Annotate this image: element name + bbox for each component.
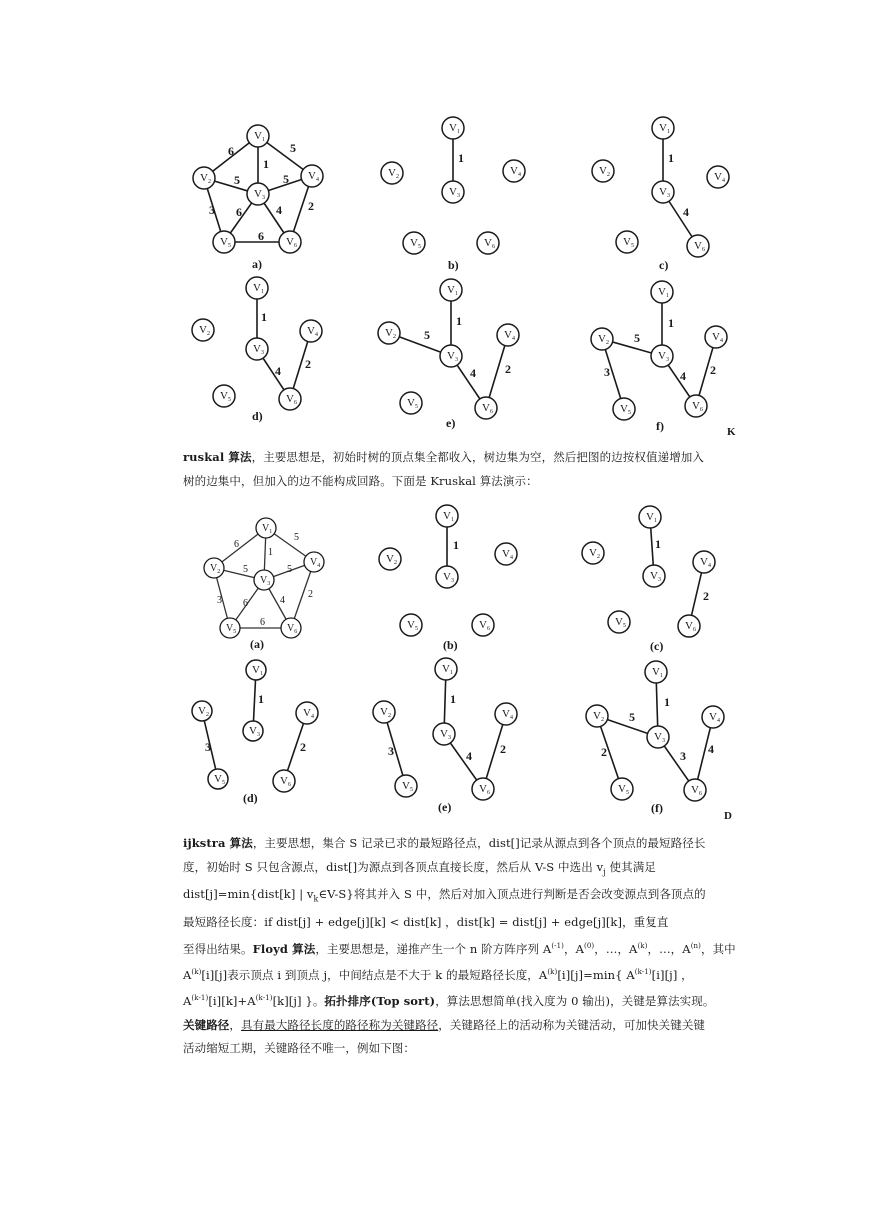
edge-weight: 3 (217, 595, 222, 606)
panel-caption: b) (448, 258, 459, 272)
edge-weight: 6 (258, 229, 264, 243)
vertex-label: V2 (200, 172, 211, 185)
dijkstra-heading: ijkstra 算法 (183, 836, 253, 850)
edge-weight: 6 (236, 205, 242, 219)
vertex-label: V5 (220, 390, 231, 403)
vertex-label: V1 (646, 511, 657, 524)
vertex-label: V6 (479, 783, 490, 796)
panel-caption: a) (252, 257, 262, 271)
vertex-label: V1 (252, 664, 263, 677)
vertex-label: V4 (303, 707, 314, 720)
line-6d: [i][j] ， (651, 967, 693, 982)
edge-weight: 2 (308, 199, 314, 213)
sup-9: (k-1) (255, 994, 273, 1003)
edge-weight: 2 (300, 740, 306, 754)
vertex-label: V5 (618, 783, 629, 796)
vertex-label: V6 (280, 775, 291, 788)
line-7a: A (183, 994, 192, 1009)
vertex-label: V4 (712, 331, 723, 344)
edge-weight: 1 (668, 316, 674, 330)
sup-4: (n) (690, 941, 701, 950)
sup-8: (k-1) (191, 994, 209, 1003)
kruskal-line-1: ，主要思想是，初始时树的顶点集全都收入，树边集为空，然后把图的边按权值递增加入 (251, 450, 704, 464)
vertex-label: V3 (447, 350, 458, 363)
topsort-heading: 拓扑排序(Top sort) (324, 994, 436, 1009)
vertex-label: V1 (447, 284, 458, 297)
panel-caption: (d) (243, 791, 258, 805)
edge-weight: 1 (655, 537, 661, 551)
line-8a: ， (229, 1017, 242, 1032)
panel-caption: (b) (443, 638, 458, 652)
vertex-label: V6 (691, 784, 702, 797)
vertex-label: V4 (510, 165, 521, 178)
figure-corner-letter-2: D (724, 810, 732, 822)
edge-weight: 1 (268, 547, 273, 558)
edge-weight: 1 (450, 692, 456, 706)
vertex-label: V5 (410, 237, 421, 250)
critical-path-heading: 关键路径 (183, 1017, 230, 1032)
line-8b: ，关键路径上的活动称为关键活动，可加快关键关键 (438, 1017, 706, 1032)
dijkstra-line-3a: dist[j]=min{dist[k] | v (183, 887, 314, 902)
edge-weight: 3 (680, 749, 686, 763)
sup-6: (k) (547, 967, 558, 976)
panel-caption: (f) (651, 801, 663, 815)
kruskal-line-2: 树的边集中，但加入的边不能构成回路。下面是 Kruskal 算法演示： (183, 473, 538, 488)
edge-weight: 2 (710, 363, 716, 377)
vertex-label: V5 (402, 780, 413, 793)
vertex-label: V6 (685, 620, 696, 633)
vertex-label: V6 (694, 240, 705, 253)
vertex-label: V5 (615, 616, 626, 629)
vertex-label: V1 (658, 286, 669, 299)
edge-weight: 5 (294, 532, 299, 543)
edge-weight: 1 (258, 692, 264, 706)
vertex-label: V1 (442, 663, 453, 676)
vertex-label: V4 (502, 548, 513, 561)
edge-weight: 1 (664, 695, 670, 709)
panel-caption: c) (659, 258, 669, 272)
vertex-label: V6 (484, 237, 495, 250)
vertex-label: V5 (407, 619, 418, 632)
line-5f: ，其中 (700, 941, 736, 956)
edge-weight: 1 (458, 151, 464, 165)
edge-weight: 4 (683, 205, 689, 219)
vertex-label: V3 (254, 188, 265, 201)
vertex-label: V2 (385, 327, 396, 340)
vertex-label: V2 (593, 710, 604, 723)
vertex-label: V1 (449, 122, 460, 135)
edge-weight: 5 (290, 141, 296, 155)
dijkstra-line-1: ，主要思想，集合 S 记录已求的最短路径点，dist[]记录从源点到各个顶点的最短路径长 (252, 836, 706, 850)
vertex-label: V4 (709, 711, 720, 724)
edge-weight: 5 (634, 331, 640, 345)
floyd-heading: Floyd 算法 (252, 941, 316, 956)
vertex-label: V3 (650, 570, 661, 583)
edge-weight: 2 (308, 589, 313, 600)
edge-weight: 5 (629, 710, 635, 724)
edge-weight: 4 (276, 203, 282, 217)
vertex-label: V1 (443, 510, 454, 523)
edge-weight: 2 (601, 745, 607, 759)
vertex-label: V4 (714, 171, 725, 184)
vertex-label: V1 (652, 666, 663, 679)
vertex-label: $V_1$ (262, 523, 273, 535)
line-5b: ，主要思想是，递推产生一个 n 阶方阵序列 A (315, 941, 552, 956)
sub-k: k (313, 894, 319, 904)
vertex-label: $V_2$ (210, 563, 221, 575)
vertex-label: $V_3$ (260, 575, 271, 587)
sup-1: (-1) (551, 941, 565, 950)
panel-caption: (e) (438, 800, 452, 814)
sup-3: (k) (637, 941, 648, 950)
edge-weight: 6 (228, 144, 234, 158)
vertex-label: V5 (407, 397, 418, 410)
vertex-label: V5 (623, 236, 634, 249)
line-9: 活动缩短工期，关键路径不唯一，例如下图： (183, 1041, 415, 1056)
vertex-label: $V_5$ (226, 623, 237, 635)
edge-weight: 3 (388, 744, 394, 758)
vertex-label: V6 (286, 393, 297, 406)
kruskal-heading: ruskal 算法 (183, 450, 252, 464)
vertex-label: V2 (599, 165, 610, 178)
edge-weight: 2 (500, 742, 506, 756)
edge-weight: 2 (703, 589, 709, 603)
edge-weight: 1 (668, 151, 674, 165)
panel-caption: f) (656, 419, 664, 433)
line-5e: ，…，A (647, 941, 691, 956)
vertex-label: V3 (443, 571, 454, 584)
vertex-label: V6 (286, 236, 297, 249)
vertex-label: V3 (440, 728, 451, 741)
edge-weight: 6 (243, 598, 248, 609)
vertex-label: V6 (482, 402, 493, 415)
line-5a: 至得出结果。 (183, 941, 253, 956)
panel-caption: (a) (250, 637, 264, 651)
line-5c: ，A (564, 941, 585, 956)
edge-weight: 3 (209, 203, 215, 217)
line-6c: [i][j]=min{ A (557, 967, 635, 982)
edge-weight: 4 (275, 364, 281, 378)
critical-path-definition: 具有最大路径长度的路径称为关键路径 (241, 1017, 439, 1032)
vertex-label: V4 (504, 329, 515, 342)
vertex-label: V3 (659, 186, 670, 199)
vertex-label: $V_4$ (310, 557, 321, 569)
dijkstra-line-3b: ∈V-S}将其并入 S 中，然后对加入顶点进行判断是否会改变源点到各顶点的 (318, 887, 706, 902)
edge-weight: 6 (234, 539, 239, 550)
vertex-label: V3 (654, 731, 665, 744)
line-7c: [k][j] }。 (272, 994, 325, 1009)
edge-weight: 5 (234, 173, 240, 187)
dijkstra-line-2-tail: 使其满足 (605, 859, 656, 874)
edge-weight: 1 (456, 314, 462, 328)
edge-weight: 4 (470, 366, 476, 380)
vertex-label: V5 (214, 773, 225, 786)
vertex-label: V1 (253, 282, 264, 295)
vertex-label: V2 (198, 705, 209, 718)
line-6b: [i][j]表示顶点 i 到顶点 j，中间结点是不大于 k 的最短路径长度，A (201, 967, 548, 982)
vertex-label: V5 (620, 403, 631, 416)
edge-weight: 3 (205, 740, 211, 754)
vertex-label: V4 (307, 325, 318, 338)
edge-weight: 1 (453, 538, 459, 552)
vertex-label: V2 (386, 553, 397, 566)
vertex-label: V3 (253, 343, 264, 356)
panel-caption: d) (252, 409, 263, 423)
vertex-label: V1 (659, 122, 670, 135)
vertex-label: V3 (249, 725, 260, 738)
vertex-label: $V_6$ (287, 623, 298, 635)
sup-5: (k) (191, 967, 202, 976)
edge-weight: 2 (305, 357, 311, 371)
line-7b: [i][k]+A (208, 994, 256, 1009)
edge-weight: 5 (243, 564, 248, 575)
dijkstra-line-4: 最短路径长度：if dist[j] + edge[j][k] < dist[k] ，dist[k] = dist[j] + edge[j][k]，重复直 (183, 915, 669, 930)
sub-j: j (603, 866, 606, 876)
vertex-label: V2 (388, 167, 399, 180)
vertex-label: V6 (479, 619, 490, 632)
dijkstra-line-2: 度，初始时 S 只包含源点，dist[]为源点到各顶点直接长度，然后从 V-S 中选出 v (183, 859, 604, 874)
edge-weight: 4 (466, 749, 472, 763)
edge-weight: 6 (260, 617, 265, 628)
vertex-label: V4 (700, 556, 711, 569)
vertex-label: V3 (449, 186, 460, 199)
edge-weight: 4 (280, 595, 285, 606)
edge-weight: 3 (604, 365, 610, 379)
sup-2: (0) (584, 941, 595, 950)
line-6a: A (183, 967, 192, 982)
vertex-label: V3 (658, 350, 669, 363)
edge-weight: 4 (708, 742, 714, 756)
edge-weight: 1 (261, 310, 267, 324)
vertex-label: V2 (589, 547, 600, 560)
edge-weight: 1 (263, 157, 269, 171)
vertex-label: V1 (254, 130, 265, 143)
vertex-label: V2 (380, 706, 391, 719)
vertex-label: V4 (308, 170, 319, 183)
vertex-label: V6 (692, 400, 703, 413)
edge-weight: 5 (283, 172, 289, 186)
panel-caption: (c) (650, 639, 664, 653)
edge-weight: 5 (287, 564, 292, 575)
vertex-label: V5 (220, 236, 231, 249)
vertex-label: V4 (502, 708, 513, 721)
figure-corner-letter: K (727, 426, 736, 438)
line-5d: ，…，A (594, 941, 638, 956)
edge-weight: 2 (505, 362, 511, 376)
vertex-label: V2 (199, 324, 210, 337)
dijkstra-paragraph (183, 832, 748, 1061)
line-7d: ，算法思想简单(找入度为 0 输出)，关键是算法实现。 (435, 994, 715, 1009)
sup-7: (k-1) (634, 967, 652, 976)
vertex-label: V2 (598, 333, 609, 346)
panel-caption: e) (446, 416, 456, 430)
edge-weight: 4 (680, 369, 686, 383)
edge-weight: 5 (424, 328, 430, 342)
